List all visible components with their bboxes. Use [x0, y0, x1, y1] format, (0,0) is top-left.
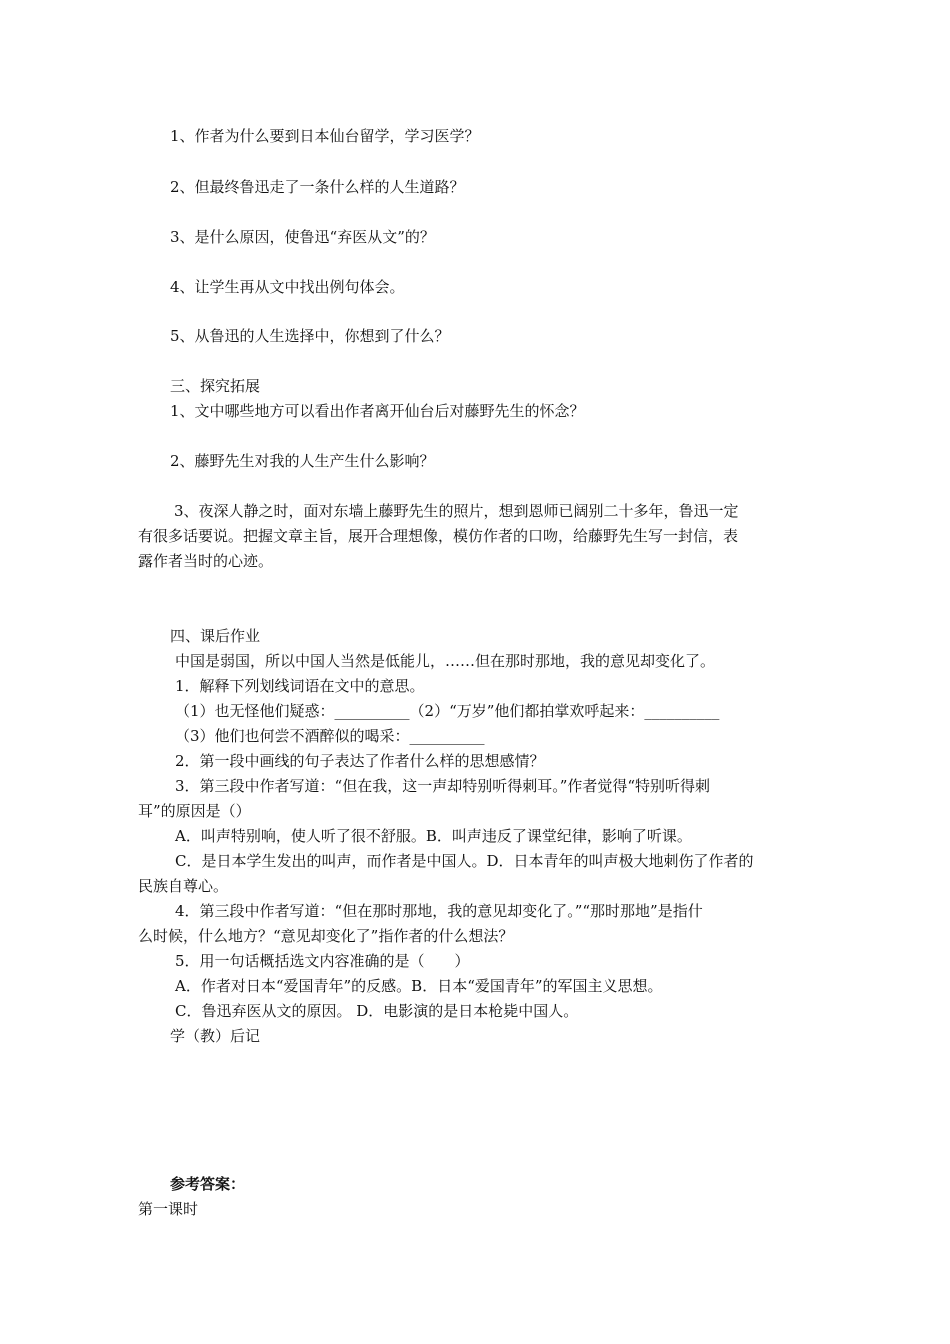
answers-heading: 参考答案： [170, 1175, 246, 1193]
homework-question-3-line-2: 耳”的原因是（） [138, 802, 251, 820]
homework-question-1-items-1-2: （1）也无怪他们疑惑：__________（2）“万岁”他们都拍掌欢呼起来：__________ [175, 702, 720, 720]
homework-question-5-options-ab: A．作者对日本“爱国青年”的反感。B．日本“爱国青年”的军国主义思想。 [175, 977, 663, 995]
question-4: 4、让学生再从文中找出例句体会。 [170, 278, 405, 296]
question-3: 3、是什么原因，使鲁迅“弃医从文”的？ [170, 228, 435, 246]
explore-question-1: 1、文中哪些地方可以看出作者离开仙台后对藤野先生的怀念？ [170, 402, 585, 420]
afterword-label: 学（教）后记 [170, 1027, 261, 1045]
homework-question-1: 1．解释下列划线词语在文中的意思。 [175, 677, 425, 695]
homework-question-1-item-3: （3）他们也何尝不酒醉似的喝采：__________ [175, 727, 485, 745]
homework-question-3-options-ab: A．叫声特别响，使人听了很不舒服。B．叫声违反了课堂纪律，影响了听课。 [175, 827, 692, 845]
explore-question-2: 2、藤野先生对我的人生产生什么影响？ [170, 452, 435, 470]
homework-passage: 中国是弱国，所以中国人当然是低能儿，……但在那时那地，我的意见却变化了。 [175, 652, 716, 670]
homework-question-5-options-cd: C．鲁迅弃医从文的原因。 D．电影演的是日本枪毙中国人。 [175, 1002, 579, 1020]
explore-question-3-line-1: 3、夜深人静之时，面对东墙上藤野先生的照片，想到恩师已阔别二十多年，鲁迅一定 [174, 502, 739, 520]
section-heading-homework: 四、课后作业 [170, 627, 261, 645]
homework-question-3-options-cd-line-1: C．是日本学生发出的叫声，而作者是中国人。D．日本青年的叫声极大地刺伤了作者的 [175, 852, 754, 870]
question-5: 5、从鲁迅的人生选择中，你想到了什么？ [170, 327, 450, 345]
explore-question-3-line-3: 露作者当时的心迹。 [138, 552, 274, 570]
answers-lesson-label: 第一课时 [138, 1200, 199, 1218]
homework-question-3-options-cd-line-2: 民族自尊心。 [138, 877, 229, 895]
explore-question-3-line-2: 有很多话要说。把握文章主旨，展开合理想像，模仿作者的口吻，给藤野先生写一封信，表 [138, 527, 739, 545]
question-1: 1、作者为什么要到日本仙台留学，学习医学？ [170, 127, 480, 145]
section-heading-explore: 三、探究拓展 [170, 377, 261, 395]
homework-question-5: 5．用一句话概括选文内容准确的是（ ） [175, 952, 470, 970]
homework-question-4-line-2: 么时候，什么地方？“意见却变化了”指作者的什么想法？ [138, 927, 514, 945]
homework-question-2: 2．第一段中画线的句子表达了作者什么样的思想感情？ [175, 752, 545, 770]
homework-question-3-line-1: 3．第三段中作者写道：“但在我，这一声却特别听得刺耳。”作者觉得“特别听得刺 [175, 777, 711, 795]
homework-question-4-line-1: 4．第三段中作者写道：“但在那时那地，我的意见却变化了。”“那时那地”是指什 [175, 902, 703, 920]
question-2: 2、但最终鲁迅走了一条什么样的人生道路？ [170, 178, 465, 196]
